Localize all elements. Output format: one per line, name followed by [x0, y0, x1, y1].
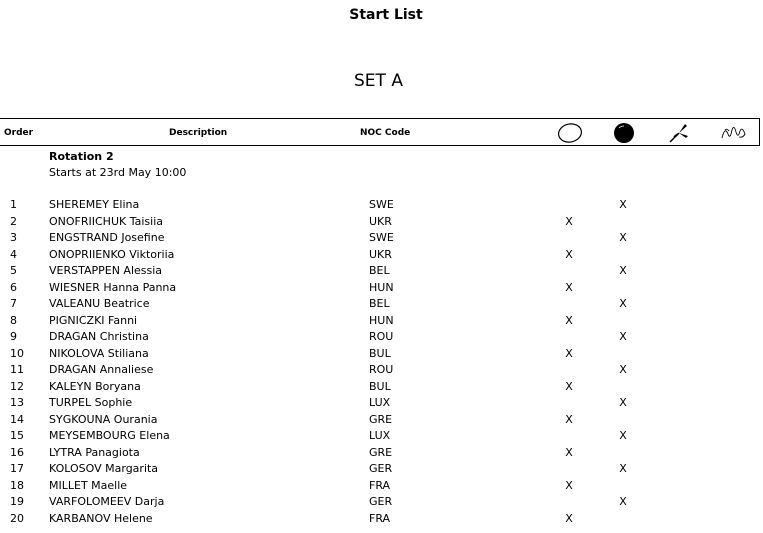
apparatus-mark-cell: X	[619, 264, 627, 277]
apparatus-mark-cell: X	[565, 412, 573, 426]
apparatus-mark-cell: X	[565, 346, 573, 360]
table-row	[0, 231, 763, 248]
athlete-name-cell: KARBANOV Helene	[49, 511, 153, 525]
apparatus-mark-cell: X	[619, 363, 627, 376]
athlete-name-cell: KALEYN Boryana	[49, 379, 141, 393]
noc-code-cell: SWE	[369, 198, 394, 211]
order-cell: 16	[10, 445, 24, 459]
order-cell: 12	[10, 379, 24, 393]
noc-code-cell: GER	[369, 495, 393, 508]
table-row	[0, 330, 763, 347]
apparatus-mark-cell: X	[565, 247, 573, 261]
description-column-header: Description	[169, 128, 228, 138]
athlete-name-cell: KOLOSOV Margarita	[49, 462, 159, 475]
order-column-header: Order	[4, 128, 34, 138]
order-cell: 8	[10, 313, 17, 327]
start-list-table	[0, 198, 763, 528]
order-cell: 3	[10, 231, 17, 244]
table-row	[0, 446, 763, 463]
noc-code-cell: BEL	[369, 264, 390, 277]
noc-code-cell: BUL	[369, 346, 391, 360]
noc-code-cell: LUX	[369, 429, 391, 442]
apparatus-mark-cell: X	[619, 297, 627, 310]
athlete-name-cell: ONOFRIICHUK Taisiia	[49, 214, 163, 228]
noc-code-cell: GRE	[369, 445, 393, 459]
athlete-name-cell: MILLET Maelle	[49, 478, 128, 492]
order-cell: 15	[10, 429, 24, 442]
order-cell: 19	[10, 495, 24, 508]
athlete-name-cell: ENGSTRAND Josefine	[49, 231, 165, 244]
hoop-icon	[557, 122, 583, 144]
order-cell: 11	[10, 363, 24, 376]
noc-code-cell: GRE	[369, 412, 393, 426]
table-row	[0, 512, 763, 529]
athlete-name-cell: SYGKOUNA Ourania	[49, 412, 158, 426]
athlete-name-cell: VARFOLOMEEV Darja	[49, 495, 165, 508]
order-cell: 13	[10, 396, 24, 409]
table-row	[0, 248, 763, 265]
noc-code-cell: GER	[369, 462, 393, 475]
table-row	[0, 462, 763, 479]
athlete-name-cell: LYTRA Panagiota	[49, 445, 140, 459]
table-row	[0, 314, 763, 331]
set-title: SET A	[354, 71, 403, 91]
page-title: Start List	[349, 7, 423, 23]
order-cell: 2	[10, 214, 17, 228]
athlete-name-cell: VERSTAPPEN Alessia	[49, 264, 163, 277]
noc-code-cell: ROU	[369, 330, 394, 343]
apparatus-mark-cell: X	[619, 396, 627, 409]
order-cell: 1	[10, 198, 17, 211]
order-cell: 5	[10, 264, 17, 277]
noc-code-cell: FRA	[369, 478, 391, 492]
table-row	[0, 297, 763, 314]
noc-code-cell: BUL	[369, 379, 391, 393]
apparatus-mark-cell: X	[619, 231, 627, 244]
athlete-name-cell: SHEREMEY Elina	[49, 198, 140, 211]
order-cell: 14	[10, 412, 24, 426]
clubs-icon	[666, 122, 692, 144]
apparatus-mark-cell: X	[619, 462, 627, 475]
order-cell: 4	[10, 247, 17, 261]
apparatus-mark-cell: X	[619, 495, 627, 508]
rotation-title: Rotation 2	[49, 150, 114, 163]
athlete-name-cell: PIGNICZKI Fanni	[49, 313, 138, 327]
table-row	[0, 495, 763, 512]
table-row	[0, 347, 763, 364]
table-row	[0, 215, 763, 232]
noc-code-column-header: NOC Code	[360, 128, 411, 138]
apparatus-mark-cell: X	[619, 330, 627, 343]
athlete-name-cell: WIESNER Hanna Panna	[49, 280, 177, 294]
athlete-name-cell: ONOPRIIENKO Viktoriia	[49, 247, 175, 261]
noc-code-cell: BEL	[369, 297, 390, 310]
table-row	[0, 429, 763, 446]
apparatus-mark-cell: X	[565, 379, 573, 393]
noc-code-cell: UKR	[369, 214, 392, 228]
order-cell: 9	[10, 330, 17, 343]
apparatus-mark-cell: X	[565, 445, 573, 459]
athlete-name-cell: DRAGAN Annaliese	[49, 363, 154, 376]
athlete-name-cell: VALEANU Beatrice	[49, 297, 150, 310]
ball-icon	[611, 122, 637, 144]
table-row	[0, 264, 763, 281]
noc-code-cell: LUX	[369, 396, 391, 409]
order-cell: 7	[10, 297, 17, 310]
rotation-start-time: Starts at 23rd May 10:00	[49, 166, 187, 179]
table-row	[0, 363, 763, 380]
order-cell: 10	[10, 346, 24, 360]
noc-code-cell: HUN	[369, 280, 394, 294]
apparatus-mark-cell: X	[565, 478, 573, 492]
noc-code-cell: UKR	[369, 247, 392, 261]
table-row	[0, 380, 763, 397]
ribbon-icon	[721, 122, 747, 144]
apparatus-mark-cell: X	[565, 214, 573, 228]
table-header	[0, 118, 760, 146]
athlete-name-cell: MEYSEMBOURG Elena	[49, 429, 170, 442]
table-row	[0, 396, 763, 413]
noc-code-cell: ROU	[369, 363, 394, 376]
order-cell: 17	[10, 462, 24, 475]
athlete-name-cell: TURPEL Sophie	[49, 396, 133, 409]
apparatus-mark-cell: X	[565, 511, 573, 525]
order-cell: 18	[10, 478, 24, 492]
apparatus-mark-cell: X	[619, 198, 627, 211]
table-row	[0, 198, 763, 215]
apparatus-mark-cell: X	[619, 429, 627, 442]
order-cell: 20	[10, 511, 24, 525]
noc-code-cell: HUN	[369, 313, 394, 327]
apparatus-mark-cell: X	[565, 280, 573, 294]
athlete-name-cell: NIKOLOVA Stiliana	[49, 346, 149, 360]
apparatus-mark-cell: X	[565, 313, 573, 327]
athlete-name-cell: DRAGAN Christina	[49, 330, 149, 343]
table-row	[0, 413, 763, 430]
noc-code-cell: SWE	[369, 231, 394, 244]
order-cell: 6	[10, 280, 17, 294]
table-row	[0, 281, 763, 298]
noc-code-cell: FRA	[369, 511, 391, 525]
table-row	[0, 479, 763, 496]
